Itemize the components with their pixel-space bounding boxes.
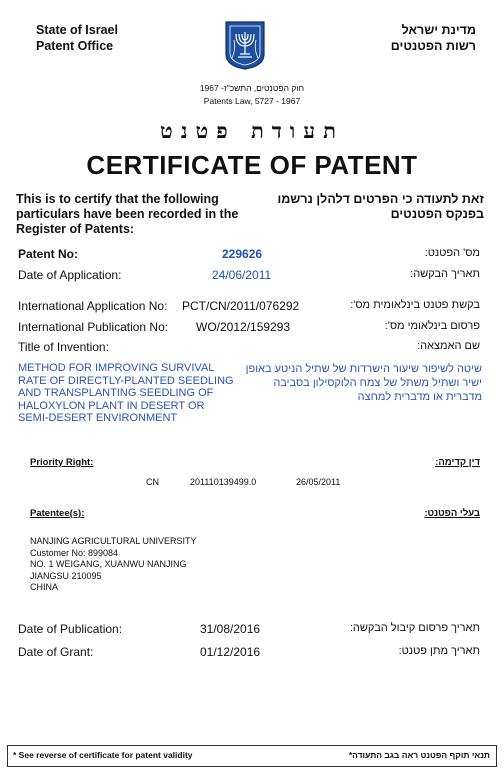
patentee-label: Patentee(s): bbox=[30, 508, 85, 519]
certify-statement-he: זאת לתעודה כי הפרטים דלהלן נרשמו בפנקס הפטנטים bbox=[277, 192, 484, 221]
office-name-en: Patent Office bbox=[36, 39, 114, 53]
state-name-en: State of Israel bbox=[36, 23, 118, 37]
certificate-title-he: תעודת פטנט bbox=[160, 118, 344, 143]
footer-note-en: * See reverse of certificate for patent validity bbox=[13, 750, 193, 760]
publication-date-label: Date of Publication: bbox=[18, 622, 123, 636]
date-application-value: 24/06/2011 bbox=[212, 268, 272, 282]
intl-application-label-he: בקשת פטנט בינלאומית מס': bbox=[350, 299, 480, 311]
date-application-label-he: תאריך הבקשה: bbox=[410, 268, 480, 280]
patentee-label-he: בעלי הפטנט: bbox=[424, 508, 480, 519]
grant-date-label-he: תאריך מתן פטנט: bbox=[398, 645, 480, 657]
publication-date-value: 31/08/2016 bbox=[200, 622, 261, 636]
patentee-country: CHINA bbox=[30, 582, 59, 592]
patentee-customer-no: Customer No: 899084 bbox=[30, 547, 119, 558]
certify-statement-en: This is to certify that the following particulars have been recorded in the Register of Patents: bbox=[16, 192, 239, 236]
patentee-address-line2: JIANGSU 210095 bbox=[30, 570, 102, 581]
header-en bbox=[36, 22, 118, 54]
patentee-address-line1: NO. 1 WEIGANG, XUANWU NANJING bbox=[30, 559, 187, 569]
footer-note-he: תנאי תוקף הפטנט ראה בגב התעודה* bbox=[348, 750, 490, 760]
intl-publication-label: International Publication No: bbox=[18, 320, 169, 334]
law-reference bbox=[0, 82, 504, 108]
patent-no-value: 229626 bbox=[222, 247, 263, 261]
grant-date-value: 01/12/2016 bbox=[200, 645, 261, 659]
grant-date-label: Date of Grant: bbox=[18, 645, 94, 659]
office-name-he: רשות הפטנטים bbox=[390, 39, 476, 53]
validity-footer bbox=[7, 745, 497, 767]
priority-number: 201110139499.0 bbox=[190, 477, 257, 487]
title-invention-label-he: שם האמצאה: bbox=[417, 340, 480, 352]
israel-emblem-icon bbox=[224, 20, 266, 70]
intl-application-value: PCT/CN/2011/076292 bbox=[182, 299, 300, 313]
law-en: Patents Law, 5727 - 1967 bbox=[203, 96, 301, 106]
invention-title-en: METHOD FOR IMPROVING SURVIVAL RATE OF DIRECTLY-PLANTED SEEDLING AND TRANSPLANTING SEEDLING OF HALOXYLON PLANT IN DESERT OR SEMI-DESERT ENVIRONMENT bbox=[18, 362, 234, 424]
state-name-he: מדינת ישראל bbox=[401, 23, 476, 37]
law-he: חוק הפטנטים, התשכ"ז- 1967 bbox=[199, 83, 305, 93]
patent-no-label: Patent No: bbox=[18, 247, 78, 261]
priority-label-he: דין קדימה: bbox=[435, 457, 480, 468]
patent-no-label-he: מס' הפטנט: bbox=[424, 247, 480, 259]
header-he bbox=[391, 22, 476, 54]
priority-date: 26/05/2011 bbox=[296, 477, 341, 487]
intl-publication-value: WO/2012/159293 bbox=[196, 320, 291, 334]
priority-country: CN bbox=[146, 477, 159, 487]
certificate-title-en: CERTIFICATE OF PATENT bbox=[86, 150, 418, 180]
date-application-label: Date of Application: bbox=[18, 268, 122, 282]
title-invention-label: Title of Invention: bbox=[18, 340, 109, 354]
patentee-name: NANJING AGRICULTURAL UNIVERSITY bbox=[30, 536, 197, 546]
invention-title-he: שיטה לשיפור שיעור הישרדות של שתיל הניטע באופן ישיר ושתיל משתל של צמח הלוקסילון בסביבה מדברית או מדברית למחצה bbox=[245, 363, 482, 403]
priority-label: Priority Right: bbox=[30, 457, 94, 468]
intl-publication-label-he: פרסום בינלאומי מס': bbox=[384, 320, 480, 332]
patentee-block bbox=[30, 536, 197, 594]
publication-date-label-he: תאריך פרסום קיבול הבקשה: bbox=[349, 622, 480, 634]
intl-application-label: International Application No: bbox=[18, 299, 168, 313]
